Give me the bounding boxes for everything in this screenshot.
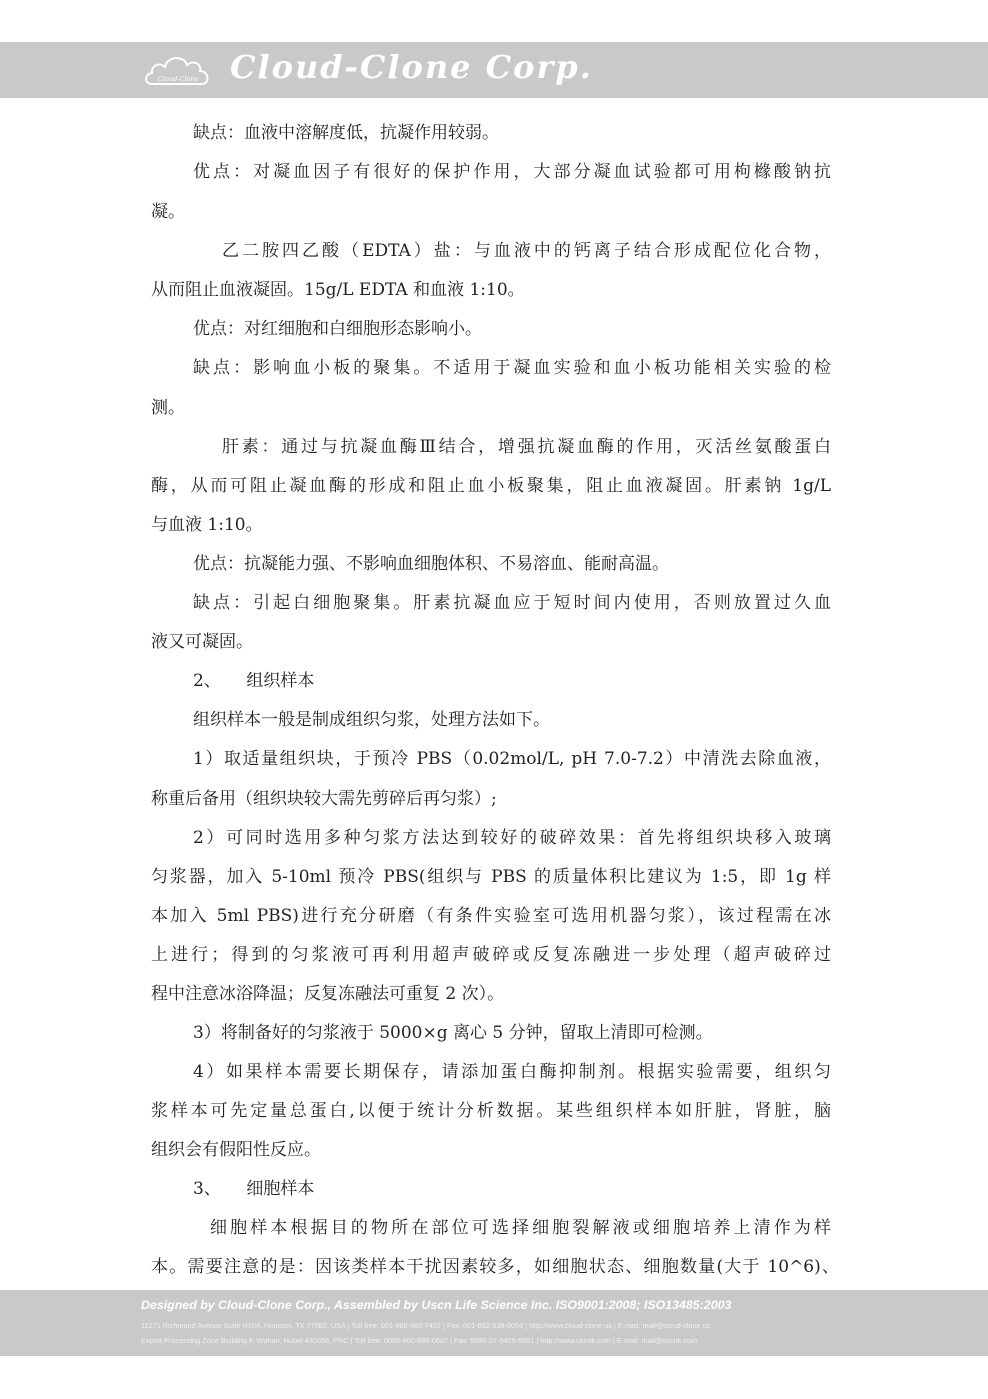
footer-cn-address: Export Processing Zone Building F, Wuhan, Hubei 430056, PRC | Toll free: 0086-800-880-0687 | Fax: 0086-27-8425-9551 | http://www.uscnk.com | E-mail: mail@uscnk.com — [141, 1336, 698, 1345]
text-line: 本。需要注意的是：因该类样本干扰因素较多，如细胞状态、细胞数量(大于 10^6)、 — [151, 1257, 839, 1277]
text-line: 凝。 — [151, 202, 185, 222]
text-line: 4）如果样本需要长期保存，请添加蛋白酶抑制剂。根据实验需要，组织匀 — [193, 1062, 831, 1082]
text-line: 组织会有假阳性反应。 — [151, 1140, 321, 1160]
text-line: 缺点：血液中溶解度低，抗凝作用较弱。 — [193, 123, 499, 143]
page-footer — [0, 1290, 988, 1356]
footer-credits: Designed by Cloud-Clone Corp., Assembled by Uscn Life Science Inc. ISO9001:2008; ISO13485:2003 — [141, 1298, 732, 1312]
text-line: 2）可同时选用多种匀浆方法达到较好的破碎效果：首先将组织块移入玻璃 — [193, 828, 831, 848]
section-heading: 2、 组织样本 — [193, 671, 315, 691]
text-line: 乙二胺四乙酸（EDTA）盐：与血液中的钙离子结合形成配位化合物， — [222, 241, 831, 261]
text-line: 优点：对红细胞和白细胞形态影响小。 — [193, 319, 482, 339]
text-line: 优点：抗凝能力强、不影响血细胞体积、不易溶血、能耐高温。 — [193, 554, 669, 574]
text-line: 测。 — [151, 398, 185, 418]
text-line: 浆样本可先定量总蛋白,以便于统计分析数据。某些组织样本如肝脏，肾脏，脑 — [151, 1101, 831, 1121]
text-line: 本加入 5ml PBS)进行充分研磨（有条件实验室可选用机器匀浆），该过程需在冰 — [151, 906, 831, 926]
text-line: 酶，从而可阻止凝血酶的形成和阻止血小板聚集，阻止血液凝固。肝素钠 1g/L — [151, 476, 831, 496]
text-line: 从而阻止血液凝固。15g/L EDTA 和血液 1:10。 — [151, 280, 525, 300]
footer-us-address: 11271 Richmond Avenue Suite H104, Houston, TX 77082, USA | Toll free: 001-888-960-7402 | Fax: 001-832-538-0058 | http://www.cloud-clone.us | E-mail: mail@cloud-clone.us — [141, 1321, 711, 1330]
text-line: 肝素：通过与抗凝血酶Ⅲ结合，增强抗凝血酶的作用，灭活丝氨酸蛋白 — [222, 437, 831, 457]
text-line: 组织样本一般是制成组织匀浆，处理方法如下。 — [193, 710, 550, 730]
text-line: 优点：对凝血因子有很好的保护作用，大部分凝血试验都可用枸橼酸钠抗 — [193, 162, 831, 182]
text-line: 程中注意冰浴降温；反复冻融法可重复 2 次）。 — [151, 984, 505, 1004]
text-line: 3）将制备好的匀浆液于 5000×g 离心 5 分钟，留取上清即可检测。 — [193, 1023, 713, 1043]
text-line: 匀浆器，加入 5-10ml 预冷 PBS(组织与 PBS 的质量体积比建议为 1:5，即 1g 样 — [151, 867, 831, 887]
section-heading: 3、 细胞样本 — [193, 1179, 315, 1199]
company-name: Cloud-Clone Corp. — [230, 48, 593, 86]
text-line: 1）取适量组织块，于预冷 PBS（0.02mol/L, pH 7.0-7.2）中清洗去除血液， — [193, 749, 831, 769]
text-line: 上进行；得到的匀浆液可再利用超声破碎或反复冻融进一步处理（超声破碎过 — [151, 945, 831, 965]
text-line: 缺点：影响血小板的聚集。不适用于凝血实验和血小板功能相关实验的检 — [193, 358, 831, 378]
text-line: 缺点：引起白细胞聚集。肝素抗凝血应于短时间内使用，否则放置过久血 — [193, 593, 831, 613]
text-line: 细胞样本根据目的物所在部位可选择细胞裂解液或细胞培养上清作为样 — [210, 1218, 831, 1238]
text-line: 液又可凝固。 — [151, 632, 253, 652]
logo-text: Cloud-Clone — [158, 75, 199, 83]
text-line: 称重后备用（组织块较大需先剪碎后再匀浆）; — [151, 789, 497, 809]
text-line: 与血液 1:10。 — [151, 515, 263, 535]
